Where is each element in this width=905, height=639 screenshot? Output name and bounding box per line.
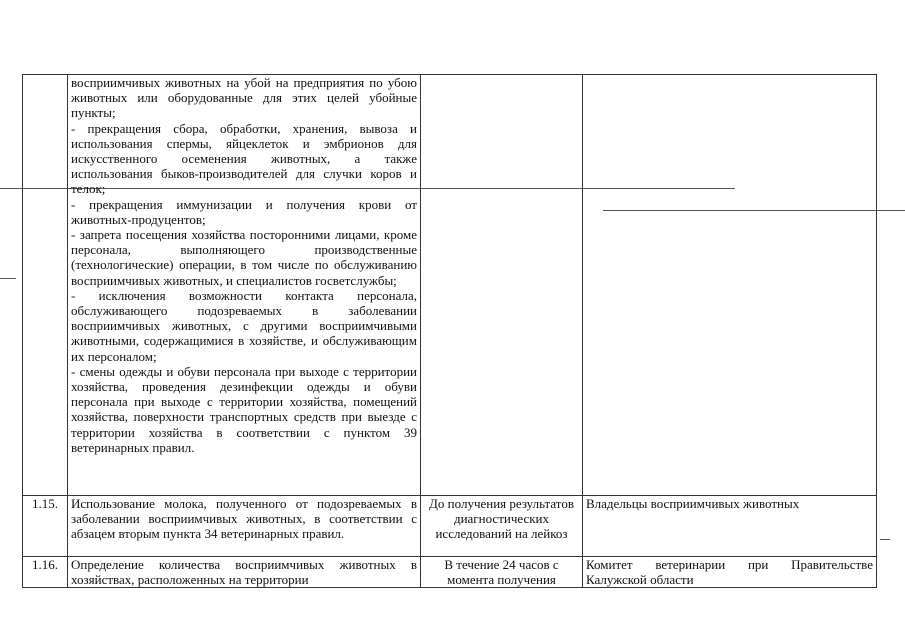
measure-cell xyxy=(68,75,421,496)
measures-table xyxy=(22,74,877,588)
table-row xyxy=(23,496,877,557)
scan-artifact-line xyxy=(880,539,890,540)
measure-paragraph: - прекращения сбора, обработки, хранения, вывоза и использования спермы, яйцеклеток и эмбрионов для искусственного осеменения животных, а также использования быков-производителей для случки коров и телок; xyxy=(71,120,417,197)
term-cell: В течение 24 часов с момента получения xyxy=(421,557,583,588)
measure-paragraph: Использование молока, полученного от подозреваемых в заболевании восприимчивых животных, в соответствии с абзацем вторым пункта 34 ветеринарных правил. xyxy=(71,496,417,542)
responsible-cell xyxy=(583,75,877,496)
term-cell xyxy=(421,75,583,496)
measure-paragraph: - прекращения иммунизации и получения крови от животных-продуцентов; xyxy=(71,196,417,227)
responsible-cell xyxy=(583,496,877,557)
scan-artifact-line xyxy=(0,278,16,279)
measure-cell xyxy=(68,496,421,557)
responsible-cell xyxy=(583,557,877,588)
responsible-text: Комитет ветеринарии при Правительстве Калужской области xyxy=(586,557,873,588)
measure-paragraph: Определение количества восприимчивых животных в хозяйствах, расположенных на территории xyxy=(71,557,417,588)
table-row xyxy=(23,557,877,588)
measure-cell xyxy=(68,557,421,588)
measure-paragraph: - исключения возможности контакта персонала, обслуживающего подозреваемых в заболевании восприимчивых животных, с другими восприимчивыми животными, содержащимися в хозяйстве, и обслуживающим их персоналом; xyxy=(71,287,417,364)
row-number: 1.15. xyxy=(23,496,68,557)
responsible-text: Владельцы восприимчивых животных xyxy=(586,496,800,511)
row-number xyxy=(23,75,68,496)
measure-paragraph: - запрета посещения хозяйства посторонними лицами, кроме персонала, выполняющего производственные (технологические) операции, в том числе по обслуживанию восприимчивых животных, и специалистов госветслужбы; xyxy=(71,227,417,288)
term-cell: До получения результатов диагностических исследований на лейкоз xyxy=(421,496,583,557)
measure-paragraph: восприимчивых животных на убой на предприятия по убою животных или оборудованные для этих целей убойные пункты; xyxy=(71,75,417,121)
row-number: 1.16. xyxy=(23,557,68,588)
table-row xyxy=(23,75,877,496)
measure-paragraph: - смены одежды и обуви персонала при выходе с территории хозяйства, проведения дезинфекции одежды и обуви персонала при выходе с территории хозяйства, помещений хозяйства, поверхности транспортных средств при выезде с территории хозяйства в соответствии с пунктом 39 ветеринарных правил. xyxy=(71,363,417,455)
